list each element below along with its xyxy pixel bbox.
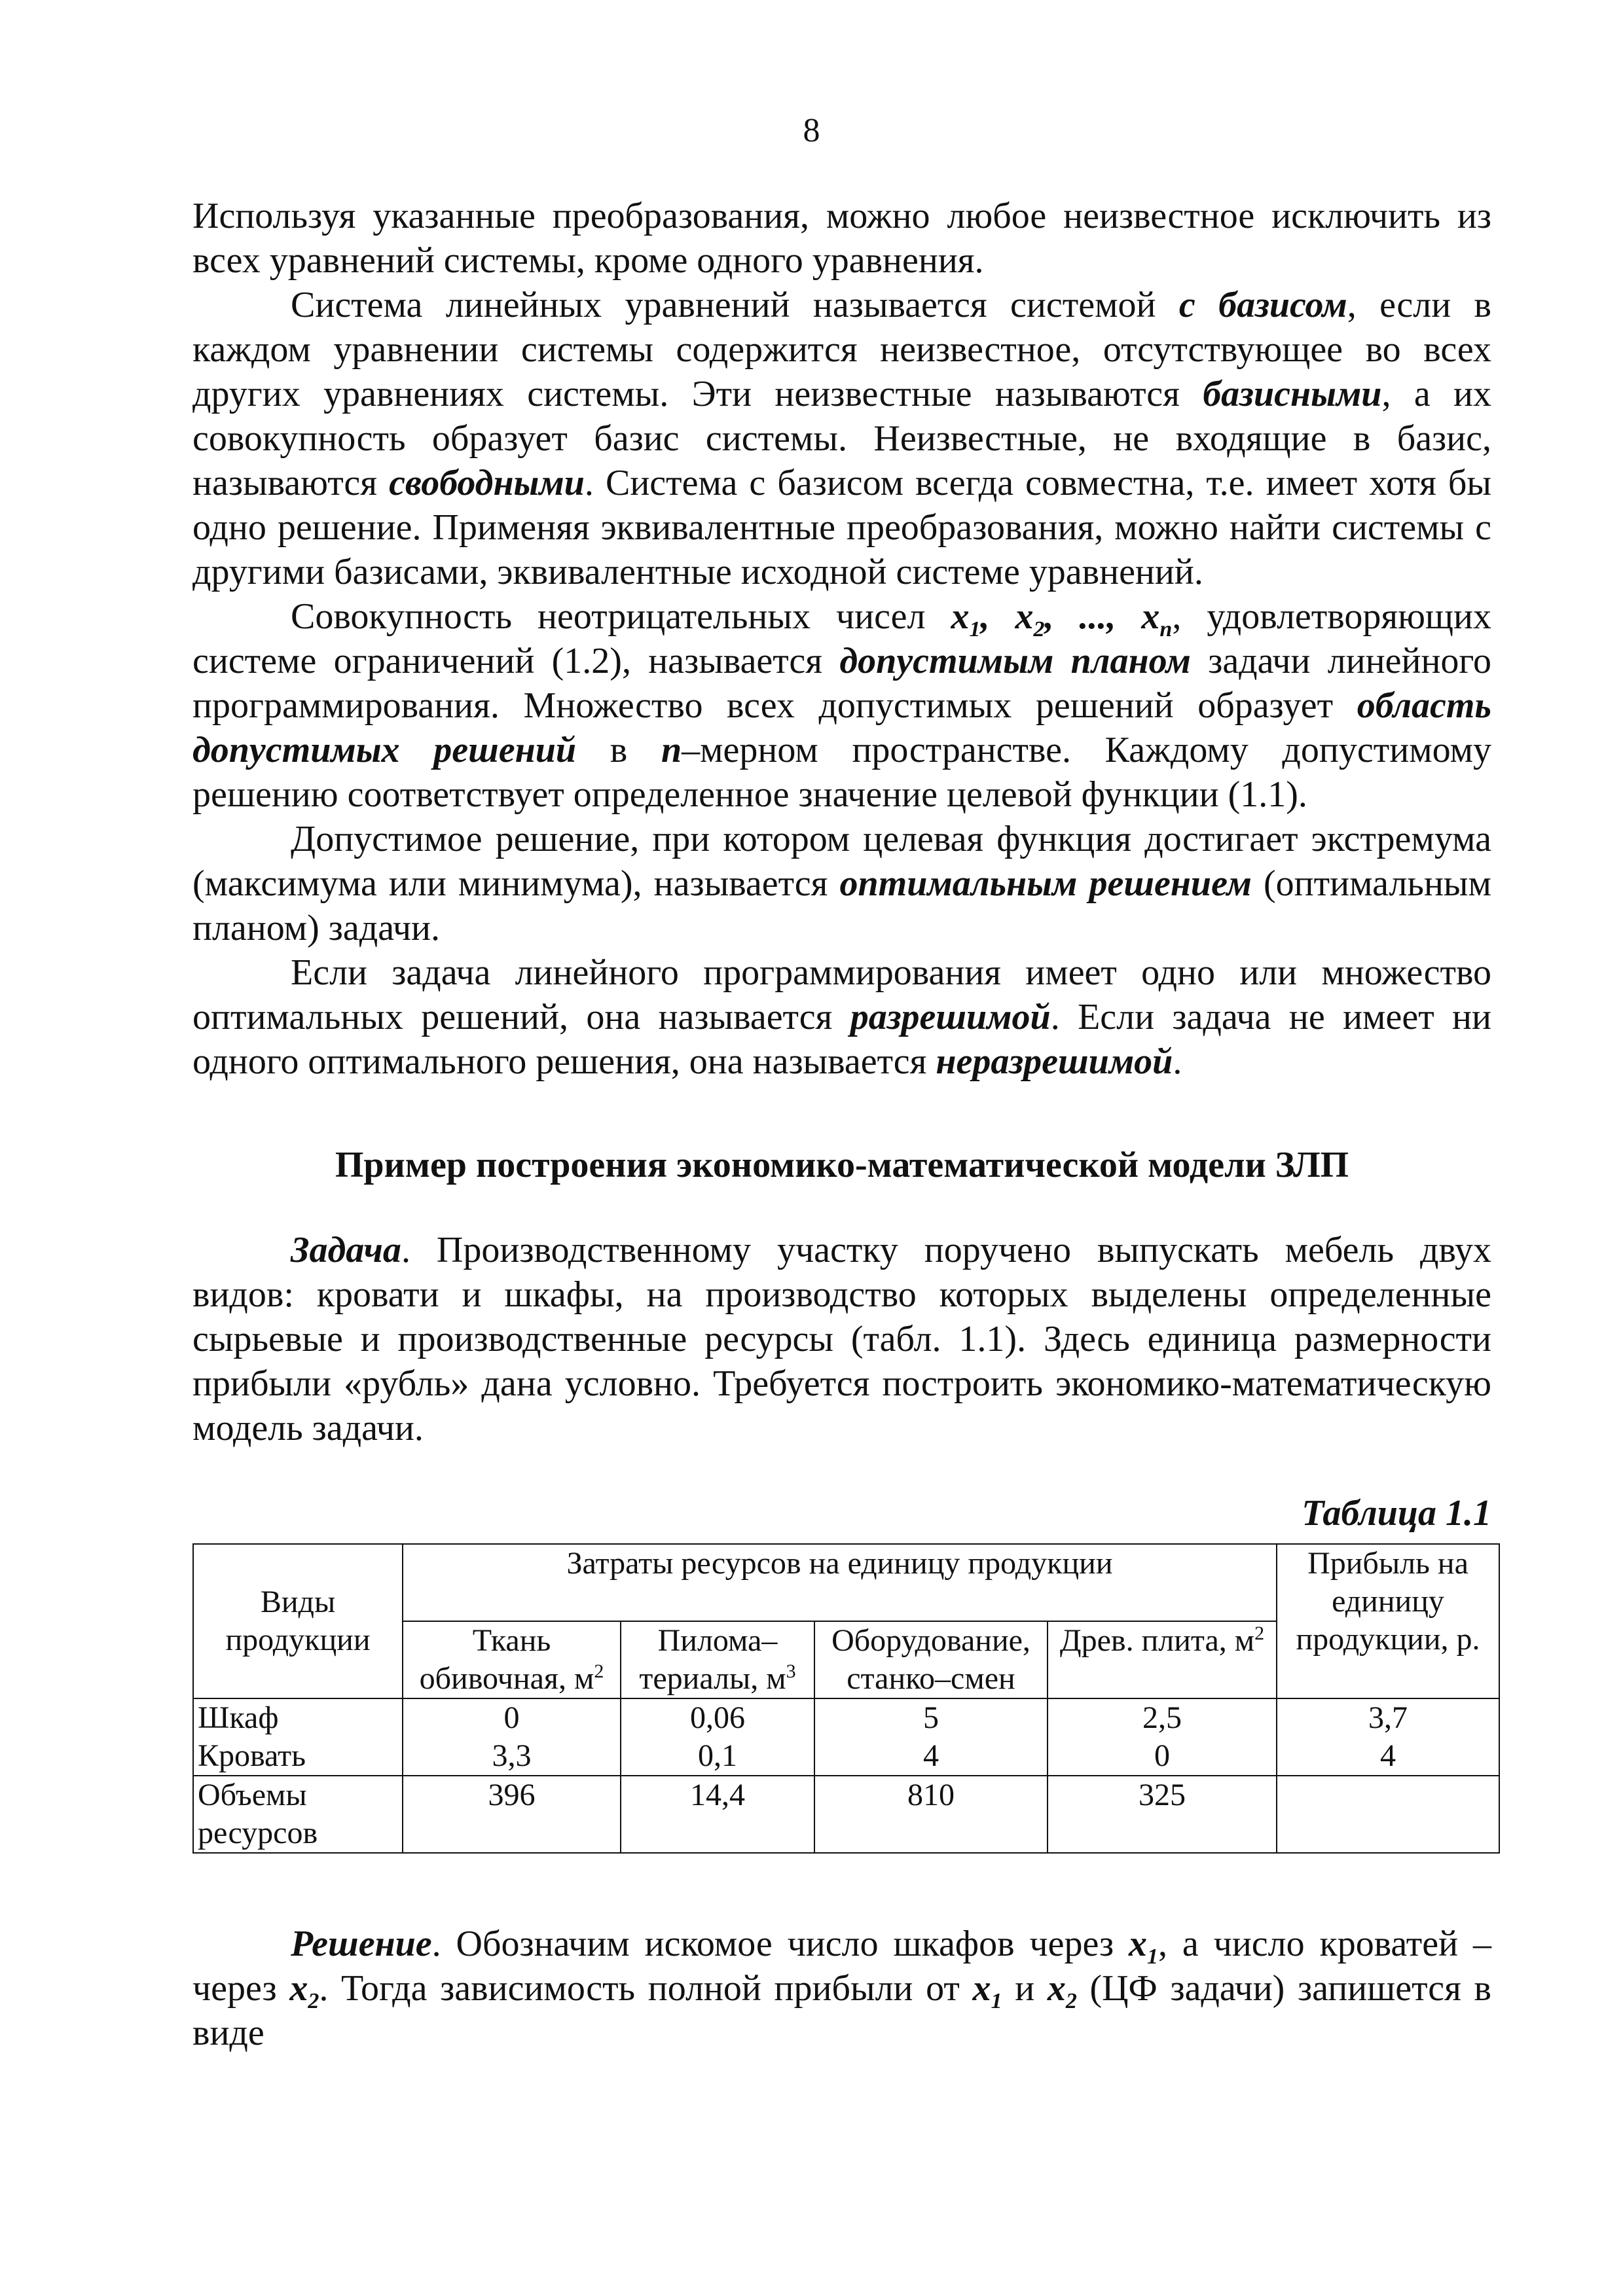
term-basic: базисными bbox=[1203, 374, 1382, 414]
header-product-kind: Виды продукции bbox=[193, 1544, 403, 1698]
header-col-board: Древ. плита, $м^2$ bbox=[1048, 1621, 1277, 1698]
resources-table bbox=[192, 1543, 1500, 1854]
term-feasible-region: область допустимых решений bbox=[192, 685, 1491, 770]
math-x1: $x_1$, $x_2$, ..., $x_n$ bbox=[951, 596, 1173, 642]
task-label: Задача bbox=[291, 1230, 401, 1270]
solution-text bbox=[192, 1922, 1491, 2055]
header-col-lumber: Пилома– териалы, $м^3$ bbox=[621, 1621, 814, 1698]
product-names: Шкаф Кровать bbox=[193, 1698, 403, 1776]
table-cell: 5 4 bbox=[814, 1698, 1048, 1776]
totals-cell bbox=[1277, 1776, 1499, 1853]
table-caption: Таблица 1.1 bbox=[1302, 1493, 1491, 1534]
term-feasible-plan: допустимым планом bbox=[839, 641, 1191, 681]
table-cell: 2,5 0 bbox=[1048, 1698, 1277, 1776]
totals-label: Объемы ресурсов bbox=[193, 1776, 403, 1853]
totals-cell: 325 bbox=[1048, 1776, 1277, 1853]
totals-cell: 14,4 bbox=[621, 1776, 814, 1853]
paragraph-transformations: Используя указанные преобразования, можно любое неизвестное исключить из всех уравнений системы, кроме одного уравнения. bbox=[192, 196, 1491, 281]
table-cell: 0,06 0,1 bbox=[621, 1698, 814, 1776]
page-number: 8 bbox=[803, 112, 820, 149]
paragraph-task: Задача. Производственному участку поручено выпускать мебель двух видов: кровати и шкафы, на производство которых выделены определенные сырьевые и производственные ресурсы (табл. 1.1). Здесь единица размерности прибыли «рубль» дана условно. Требуется построить экономико-математическую модель задачи. bbox=[192, 1230, 1491, 1448]
header-col-equipment: Оборудование, станко–смен bbox=[814, 1621, 1048, 1698]
paragraph-basis-system: Система линейных уравнений называется системой с базисом, если в каждом уравнении системы содержится неизвестное, отсутствующее во всех других уравнениях системы. Эти неизвестные называются базисными, а их совокупность образует базис системы. Неизвестные, не входящие в базис, называются свободными. Система с базисом всегда совместна, т.е. имеет хотя бы одно решение. Применяя эквивалентные преобразования, можно найти системы с другими базисами, эквивалентные исходной системе уравнений. bbox=[192, 285, 1492, 592]
table-cell: 0 3,3 bbox=[403, 1698, 621, 1776]
totals-cell: 396 bbox=[403, 1776, 621, 1853]
term-solvable: разрешимой bbox=[850, 997, 1051, 1037]
table-cell: 3,7 4 bbox=[1277, 1698, 1499, 1776]
header-resource-costs: Затраты ресурсов на единицу продукции bbox=[403, 1544, 1277, 1621]
paragraph-feasible-plan: Совокупность неотрицательных чисел $x_1$, $x_2$, ..., $x_n$, удовлетворяющих системе ограничений (1.2), называется допустимым планом задачи линейного программирования. Множество всех допустимых решений образует область допустимых решений в n–мерном пространстве. Каждому допустимому решению соответствует определенное значение целевой функции (1.1). bbox=[192, 596, 1491, 815]
section-heading: Пример построения экономико-математической модели ЗЛП bbox=[335, 1145, 1349, 1185]
term-free: свободными bbox=[389, 463, 585, 503]
term-optimal-solution: оптимальным решением bbox=[839, 863, 1252, 904]
paragraph-solvable: Если задача линейного программирования имеет одно или множество оптимальных решений, она называется разрешимой. Если задача не имеет ни одного оптимального решения, она называется неразрешимой. bbox=[192, 952, 1491, 1082]
paragraph-solution: Решение. Обозначим искомое число шкафов через $x_1$, а число кроватей – через $x_2$. Тогда зависимость полной прибыли от $x_1$ и $x_2$ (ЦФ задачи) запишется в виде bbox=[192, 1924, 1492, 2053]
intro-text bbox=[192, 194, 1491, 1084]
solution-label: Решение bbox=[291, 1924, 432, 1964]
task-text bbox=[192, 1228, 1491, 1450]
term-unsolvable: неразрешимой bbox=[936, 1041, 1173, 1082]
paragraph-optimal-solution: Допустимое решение, при котором целевая функция достигает экстремума (максимума или минимума), называется оптимальным решением (оптимальным планом) задачи. bbox=[192, 819, 1491, 948]
header-col-fabric: Ткань обивочная, $м^2$ bbox=[403, 1621, 621, 1698]
totals-cell: 810 bbox=[814, 1776, 1048, 1853]
header-profit: Прибыль на единицу продукции, р. bbox=[1277, 1544, 1499, 1698]
term-with-basis: с базисом bbox=[1178, 285, 1347, 325]
